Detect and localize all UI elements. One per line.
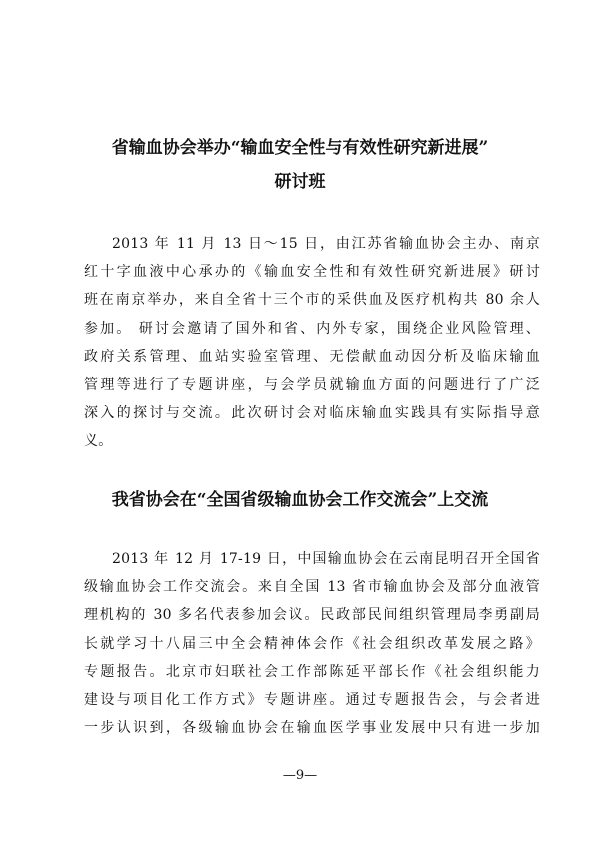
article-2-line: 2013 年 12 月 17-19 日，中国输血协会在云南昆明召开全国省 [112, 551, 540, 567]
page-number: —9— [282, 768, 318, 783]
article-2-line: 长就学习十八届三中全会精神体会作《社会组织改革发展之路》 [84, 635, 540, 652]
article-1-line: 2013 年 11 月 13 日～15 日，由江苏省输血协会主办、南京 [112, 236, 540, 252]
article-1-title [60, 131, 540, 199]
article-2-line: 级输血协会工作交流会。来自全国 13 省市输血协会及部分血液管 [84, 579, 540, 596]
article-2-line: 理机构的 30 多名代表参加会议。民政部民间组织管理局李勇副局 [84, 607, 540, 624]
article-1-line: 义。 [84, 433, 113, 450]
article-2-title: 我省协会在“全国省级输血协会工作交流会”上交流 [111, 490, 489, 510]
article-1-line: 管理等进行了专题讲座，与会学员就输血方面的问题进行了广泛 [84, 377, 540, 394]
article-1-line: 参加。 研讨会邀请了国外和省、内外专家，围绕企业风险管理、 [84, 320, 540, 337]
article-1-line: 红十字血液中心承办的《输血安全性和有效性研究新进展》研讨 [84, 264, 540, 281]
article-1-line: 班在南京举办，来自全省十三个市的采供血及医疗机构共 80 余人 [84, 292, 540, 309]
article-2-line: 专题报告。北京市妇联社会工作部陈延平部长作《社会组织能力 [84, 663, 540, 680]
article-1-line: 深入的探讨与交流。此次研讨会对临床输血实践具有实际指导意 [84, 405, 540, 422]
article-1-body [84, 230, 540, 456]
article-1-line: 政府关系管理、血站实验室管理、无偿献血动因分析及临床输血 [84, 348, 540, 365]
article-2-body [84, 545, 540, 742]
article-2-line: 建设与项目化工作方式》专题讲座。通过专题报告会，与会者进 [84, 692, 540, 709]
article-1-title-line-1: 省输血协会举办“输血安全性与有效性研究新进展” [111, 138, 489, 158]
article-2-line: 一步认识到，各级输血协会在输血医学事业发展中只有进一步加 [84, 720, 540, 737]
article-1-title-line-2: 研讨班 [274, 172, 326, 192]
